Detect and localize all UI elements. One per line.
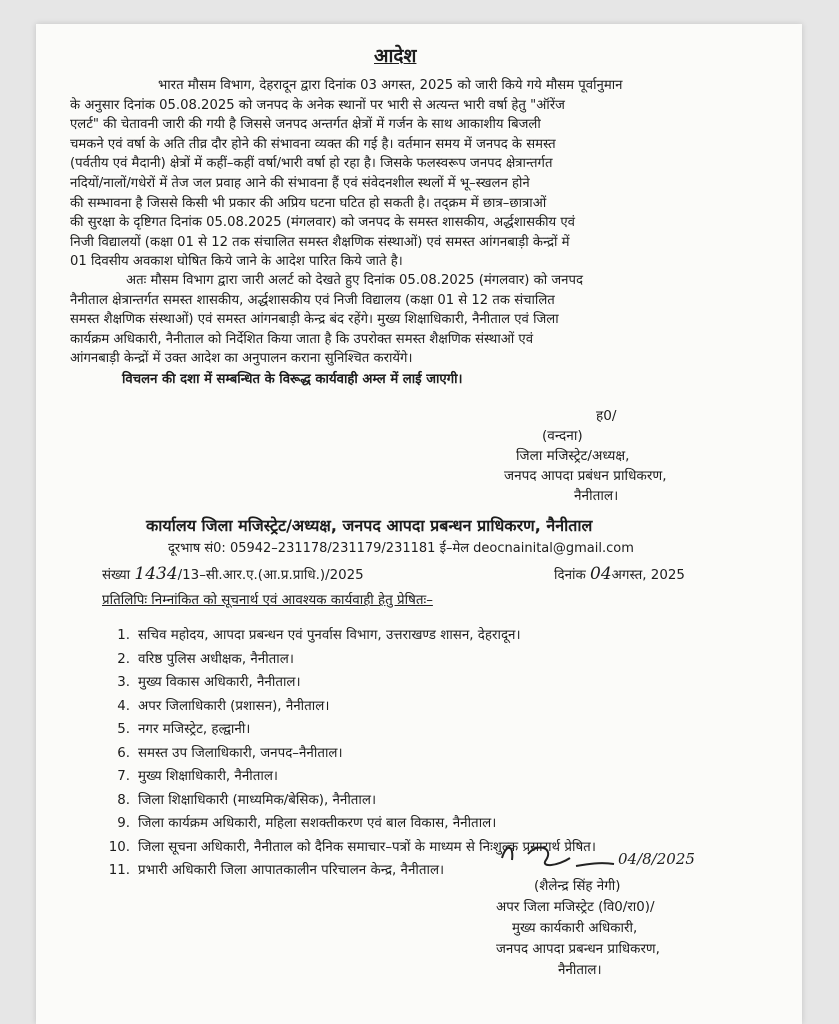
list-item: 1. सचिव महोदय, आपदा प्रबन्धन एवं पुनर्वास विभाग, उत्तराखण्ड शासन, देहरादून। [117,628,521,643]
signatory-2-designation-2: मुख्य कार्यकारी अधिकारी, [512,921,638,936]
signatory-2-designation: अपर जिला मजिस्ट्रेट (वि0/रा0)/ [496,900,655,915]
list-item: 3. मुख्य विकास अधिकारी, नैनीताल। [117,675,301,690]
signatory-2-block [496,876,660,981]
paragraph-line: नदियों/नालों/गधेरों में तेज जल प्रवाह आने की संभावना हैं एवं संवेदनशील स्थलों में भू–स्खलन होने [70,175,530,191]
paragraph-line: 01 दिवसीय अवकाश घोषित किये जाने के आदेश पारित किये जाते है। [70,254,403,270]
paragraph-line: के अनुसार दिनांक 05.08.2025 को जनपद के अनेक स्थानों पर भारी से अत्यन्त भारी वर्षा हेतु "ऑरेंज [70,97,565,113]
reference-label: संख्या [102,568,131,583]
signed-mark: ह0/ [596,408,617,424]
list-item: 9. जिला कार्यक्रम अधिकारी, महिला सशक्तीकरण एवं बाल विकास, नैनीताल। [117,816,497,831]
list-item: 8. जिला शिक्षाधिकारी (माध्यमिक/बेसिक), नैनीताल। [117,792,377,808]
signature-date: 04/8/2025 [618,850,695,868]
signatory-1-place: नैनीताल। [574,488,619,504]
paragraph-line: अतः मौसम विभाग द्वारा जारी अलर्ट को देखते हुए दिनांक 05.08.2025 (मंगलवार) को जनपद [126,273,583,288]
list-item: 11. प्रभारी अधिकारी जिला आपातकालीन परिचालन केन्द्र, नैनीताल। [108,863,445,878]
order-paragraph-2 [70,271,780,369]
paragraph-line: आंगनबाड़ी केन्द्रों में उक्त आदेश का अनुपालन कराना सुनिश्चित करायेंगे। [70,351,413,367]
handwritten-date: 04 [590,564,612,584]
signatory-1-designation-2: जनपद आपदा प्रबंधन प्राधिकरण, [504,468,667,484]
paragraph-line: नैनीताल क्षेत्रान्तर्गत समस्त शासकीय, अर्द्धशासकीय एवं निजी विद्यालय (कक्षा 01 से 12 तक संचालित [70,292,555,308]
paragraph-line: की सुरक्षा के दृष्टिगत दिनांक 05.08.2025 (मंगलवार) को जनपद के समस्त शासकीय, अर्द्धशासकीय एवं [70,215,576,231]
list-item: 4. अपर जिलाधिकारी (प्रशासन), नैनीताल। [117,698,330,714]
signatory-2-name: (शैलेन्द्र सिंह नेगी) [534,879,621,894]
paragraph-line: की सम्भावना है जिससे किसी भी प्रकार की अप्रिय घटना घटित हो सकती है। तद्क्रम में छात्र–छात्राओं [70,195,547,211]
paragraph-line: निजी विद्यालयों (कक्षा 01 से 12 तक संचालित समस्त शैक्षणिक संस्थाओं) एवं समस्त आंगनबाड़ी केन्द्रों में [70,234,570,250]
paragraph-line: चमकने एवं वर्षा के अति तीव्र दौर होने की संभावना व्यक्त की गई है। वर्तमान समय में जनपद के समस्त [70,136,556,152]
reference-number [102,564,364,584]
order-paragraph-3: विचलन की दशा में सम्बन्धित के विरूद्ध कार्यवाही अम्ल में लाई जाएगी। [122,372,463,387]
handwritten-number: 1434 [134,564,178,584]
signature-scribble [498,840,618,876]
paragraph-line: (पर्वतीय एवं मैदानी) क्षेत्रों में कहीं–कहीं वर्षा/भारी वर्षा हो रहा है। जिसके फलस्वरूप जनपद क्षेत्रान्तर्गत [70,156,553,172]
list-item: 7. मुख्य शिक्षाधिकारी, नैनीताल। [117,769,279,784]
list-item: 5. नगर मजिस्ट्रेट, हल्द्वानी। [117,722,251,737]
paragraph-line: कार्यक्रम अधिकारी, नैनीताल को निर्देशित किया जाता है कि उपरोक्त समस्त शैक्षणिक संस्थाओं एवं [70,331,534,347]
paragraph-line: भारत मौसम विभाग, देहरादून द्वारा दिनांक 03 अगस्त, 2025 को जारी किये गये मौसम पूर्वानुमान [158,78,623,93]
list-item: 10. जिला सूचना अधिकारी, नैनीताल को दैनिक समाचार–पत्रों के माध्यम से निःशुल्क प्रसारार्थ प्रेषित। [108,839,596,855]
signatory-1-name: (वन्दना) [542,428,583,444]
date-rest: अगस्त, 2025 [611,568,685,583]
paragraph-line: समस्त शैक्षणिक संस्थाओं) एवं समस्त आंगनबाड़ी केन्द्र बंद रहेंगे। मुख्य शिक्षाधिकारी, नैनीताल एवं जिला [70,312,559,328]
signatory-1-designation: जिला मजिस्ट्रेट/अध्यक्ष, [516,448,630,464]
signatory-1-block [504,406,667,506]
order-paragraph-1 [70,76,780,272]
signatory-2-designation-3: जनपद आपदा प्रबन्धन प्राधिकरण, [496,942,660,957]
office-header: कार्यालय जिला मजिस्ट्रेट/अध्यक्ष, जनपद आपदा प्रबन्धन प्राधिकरण, नैनीताल [146,516,593,535]
reference-number-rest: /13–सी.आर.ए.(आ.प्र.प्राधि.)/2025 [177,568,364,583]
signatory-2-place: नैनीताल। [558,963,602,978]
list-item: 2. वरिष्ठ पुलिस अधीक्षक, नैनीताल। [117,651,294,667]
office-contact: दूरभाष सं0: 05942–231178/231179/231181 ई–मेल deocnainital@gmail.com [168,541,634,556]
list-item: 6. समस्त उप जिलाधिकारी, जनपद–नैनीताल। [117,745,343,761]
copy-heading: प्रतिलिपिः निम्नांकित को सूचनार्थ एवं आवश्यक कार्यवाही हेतु प्रेषितः– [102,593,433,608]
date-label: दिनांक [554,568,586,583]
reference-date [554,564,685,584]
page-title: आदेश [374,45,417,67]
paragraph-line: एलर्ट" की चेतावनी जारी की गयी है जिससे जनपद अन्तर्गत क्षेत्रों में गर्जन के साथ आकाशीय बिजली [70,117,541,133]
document-page [36,24,802,1024]
